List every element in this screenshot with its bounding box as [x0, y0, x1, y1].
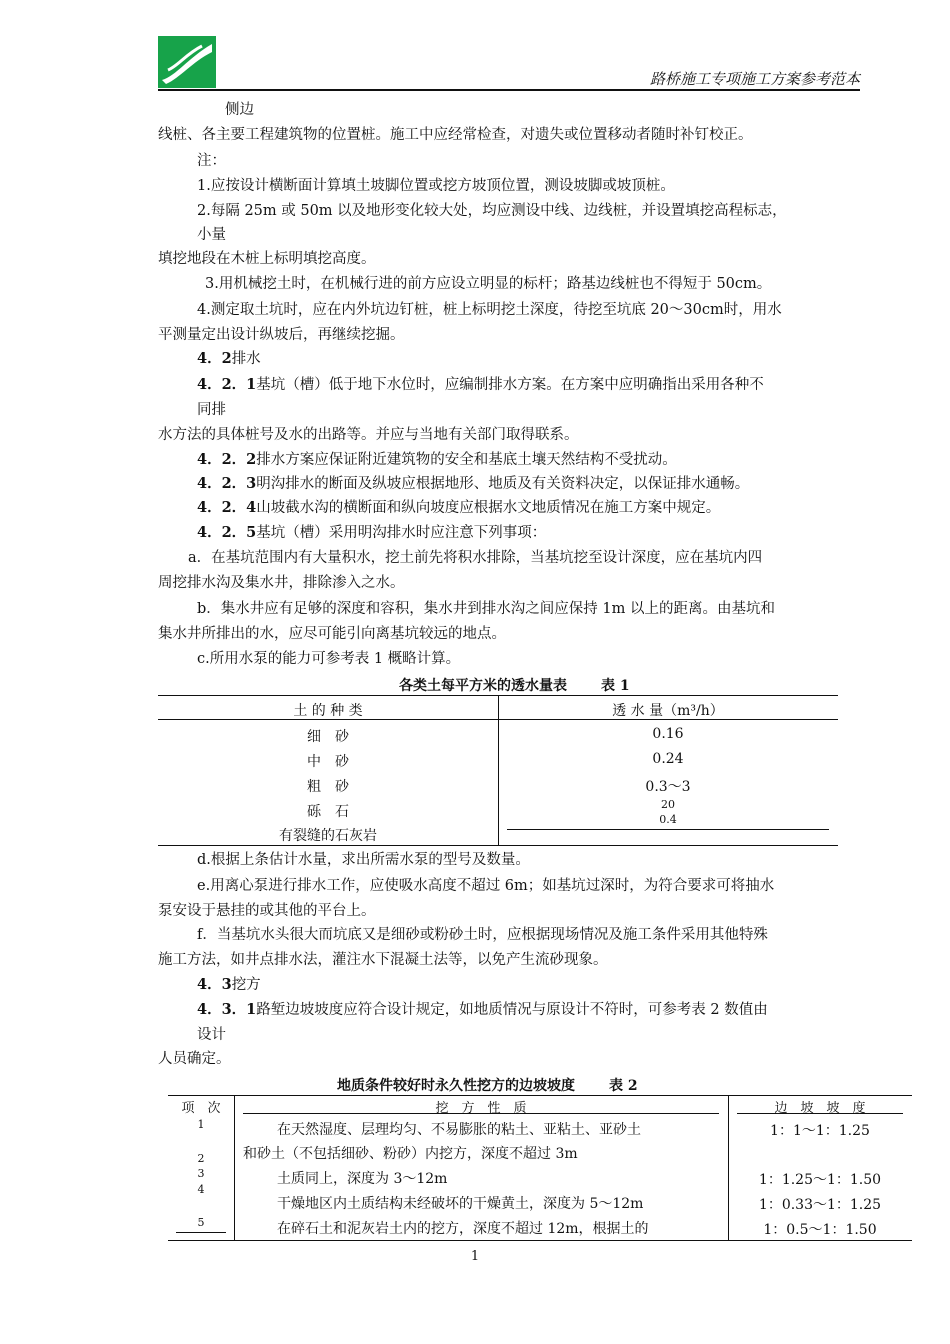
table2-index-rule: [176, 1232, 226, 1233]
table2-divider-left: [234, 1095, 235, 1240]
paragraph: 施工方法，如井点排水法，灌注水下混凝土法等，以免产生流砂现象。: [158, 952, 608, 968]
clause: 4．2．4山坡截水沟的横断面和纵向坡度应根据水文地质情况在施工方案中规定。: [197, 499, 721, 516]
paragraph: 小量: [197, 227, 226, 243]
paragraph: 集水井所排出的水，应尽可能引向离基坑较远的地点。: [158, 626, 506, 642]
paragraph: 填挖地段在木桩上标明填挖高度。: [158, 251, 376, 267]
table2-row-index: 1: [197, 1118, 205, 1131]
table2-top-rule: [168, 1095, 912, 1096]
table1-bottom-rule: [158, 845, 838, 846]
table2-caption: 地质条件较好时永久性挖方的边坡坡度 表 2: [337, 1078, 638, 1094]
paragraph: 同排: [197, 402, 226, 418]
paragraph: 人员确定。: [158, 1051, 231, 1067]
section-heading: 4．3挖方: [197, 976, 261, 993]
table1-cell-value: 0.3～3: [645, 779, 691, 795]
table1-cell-soil: 中 砂: [307, 754, 349, 770]
table2-row-text: 干燥地区内土质结构未经破坏的干燥黄土，深度为 5～12m: [277, 1196, 644, 1212]
paragraph: c.所用水泵的能力可参考表 1 概略计算。: [197, 651, 461, 667]
header-title: 路桥施工专项施工方案参考范本: [649, 70, 860, 88]
table2-row-text: 在天然湿度、层理均匀、不易膨胀的粘土、亚粘土、亚砂土: [277, 1122, 641, 1138]
section-heading: 4．2排水: [197, 350, 261, 367]
clause: 4．3．1路堑边坡坡度应符合设计规定，如地质情况与原设计不符时，可参考表 2 数值由: [197, 1001, 768, 1018]
table1-cell-soil: 有裂缝的石灰岩: [279, 828, 377, 844]
table2-header-index: 项 次: [181, 1101, 221, 1116]
table2-header-rule: [737, 1113, 903, 1114]
table1-cell-soil: 细 砂: [307, 729, 349, 745]
table2-row-text: 在碎石土和泥灰岩土内的挖方，深度不超过 12m，根据土的: [277, 1221, 649, 1237]
table2-header-nature: 挖 方 性 质: [435, 1101, 527, 1116]
table1-cell-value: 20: [661, 798, 675, 811]
table2-row-slope: 1：1.25～1：1.50: [758, 1172, 882, 1188]
table1-cell-value: 0.4: [659, 813, 677, 826]
table2-row-index: 2: [197, 1152, 205, 1165]
paragraph: 侧边: [225, 102, 254, 118]
paragraph: f．当基坑水头很大而坑底又是细砂或粉砂土时，应根据现场情况及施工条件采用其他特殊: [197, 927, 768, 943]
table2-row-text: 土质同上，深度为 3～12m: [277, 1171, 448, 1187]
table1-header-flow: 透 水 量（m³/h）: [612, 703, 724, 719]
table2-row-slope: 1：0.33～1：1.25: [758, 1197, 882, 1213]
page-number: 1: [470, 1249, 480, 1264]
table1-cell-value: 0.16: [652, 726, 684, 742]
table2-bottom-rule: [168, 1240, 912, 1241]
paragraph: 2.每隔 25m 或 50m 以及地形变化较大处，均应测设中线、边线桩，并设置填挖高程标志，: [197, 203, 787, 219]
table2-row-text: 和砂土（不包括细砂、粉砂）内挖方，深度不超过 3m: [243, 1146, 578, 1162]
table2-row-slope: 1：0.5～1：1.50: [763, 1222, 877, 1238]
company-logo: [158, 36, 216, 88]
clause: 4．2．3明沟排水的断面及纵坡应根据地形、地质及有关资料决定，以保证排水通畅。: [197, 475, 750, 492]
table1-header-rule: [158, 719, 838, 720]
clause: 4．2．5基坑（槽）采用明沟排水时应注意下列事项：: [197, 524, 547, 541]
paragraph: e.用离心泵进行排水工作，应使吸水高度不超过 6m；如基坑过深时，为符合要求可将抽水: [197, 878, 775, 894]
table2-row-index: 3: [197, 1167, 205, 1180]
table2-row-index: 5: [197, 1216, 205, 1229]
table1-header-soil: 土 的 种 类: [293, 703, 363, 719]
clause: 4．2．2排水方案应保证附近建筑物的安全和基底土壤天然结构不受扰动。: [197, 451, 677, 468]
table2-header-slope: 边 坡 坡 度: [774, 1101, 866, 1116]
paragraph: 泵安设于悬挂的或其他的平台上。: [158, 903, 376, 919]
paragraph: d.根据上条估计水量，求出所需水泵的型号及数量。: [197, 852, 530, 868]
table2-row-index: 4: [197, 1183, 205, 1196]
table1-inner-rule: [507, 829, 829, 830]
table1-cell-soil: 砾 石: [307, 804, 349, 820]
paragraph: a．在基坑范围内有大量积水，挖土前先将积水排除，当基坑挖至设计深度，应在基坑内四: [188, 550, 763, 566]
clause: 4．2．1基坑（槽）低于地下水位时，应编制排水方案。在方案中应明确指出采用各种不: [197, 376, 764, 393]
paragraph: 1.应按设计横断面计算填土坡脚位置或挖方坡顶位置，测设坡脚或坡顶桩。: [197, 178, 675, 194]
paragraph: 4.测定取土坑时，应在内外坑边钉桩，桩上标明挖土深度，待挖至坑底 20～30cm时，用水: [197, 302, 782, 318]
table1-cell-value: 0.24: [652, 751, 684, 767]
paragraph: 线桩、各主要工程建筑物的位置桩。施工中应经常检查，对遗失或位置移动者随时补钉校正。: [158, 127, 753, 143]
header-rule: [158, 89, 860, 91]
table1-caption: 各类土每平方米的透水量表 表 1: [399, 678, 630, 694]
paragraph: b．集水井应有足够的深度和容积，集水井到排水沟之间应保持 1m 以上的距离。由基坑和: [197, 601, 775, 617]
paragraph: 3.用机械挖土时，在机械行进的前方应设立明显的标杆；路基边线桩也不得短于 50cm。: [205, 276, 772, 292]
paragraph: 水方法的具体桩号及水的出路等。并应与当地有关部门取得联系。: [158, 427, 579, 443]
paragraph: 注：: [197, 153, 226, 169]
table1-cell-soil: 粗 砂: [307, 779, 349, 795]
table2-row-slope: 1：1～1：1.25: [770, 1123, 870, 1139]
paragraph: 周挖排水沟及集水井，排除渗入之水。: [158, 575, 405, 591]
paragraph: 设计: [197, 1027, 226, 1043]
paragraph: 平测量定出设计纵坡后，再继续挖掘。: [158, 327, 405, 343]
table2-header-rule: [243, 1113, 719, 1114]
